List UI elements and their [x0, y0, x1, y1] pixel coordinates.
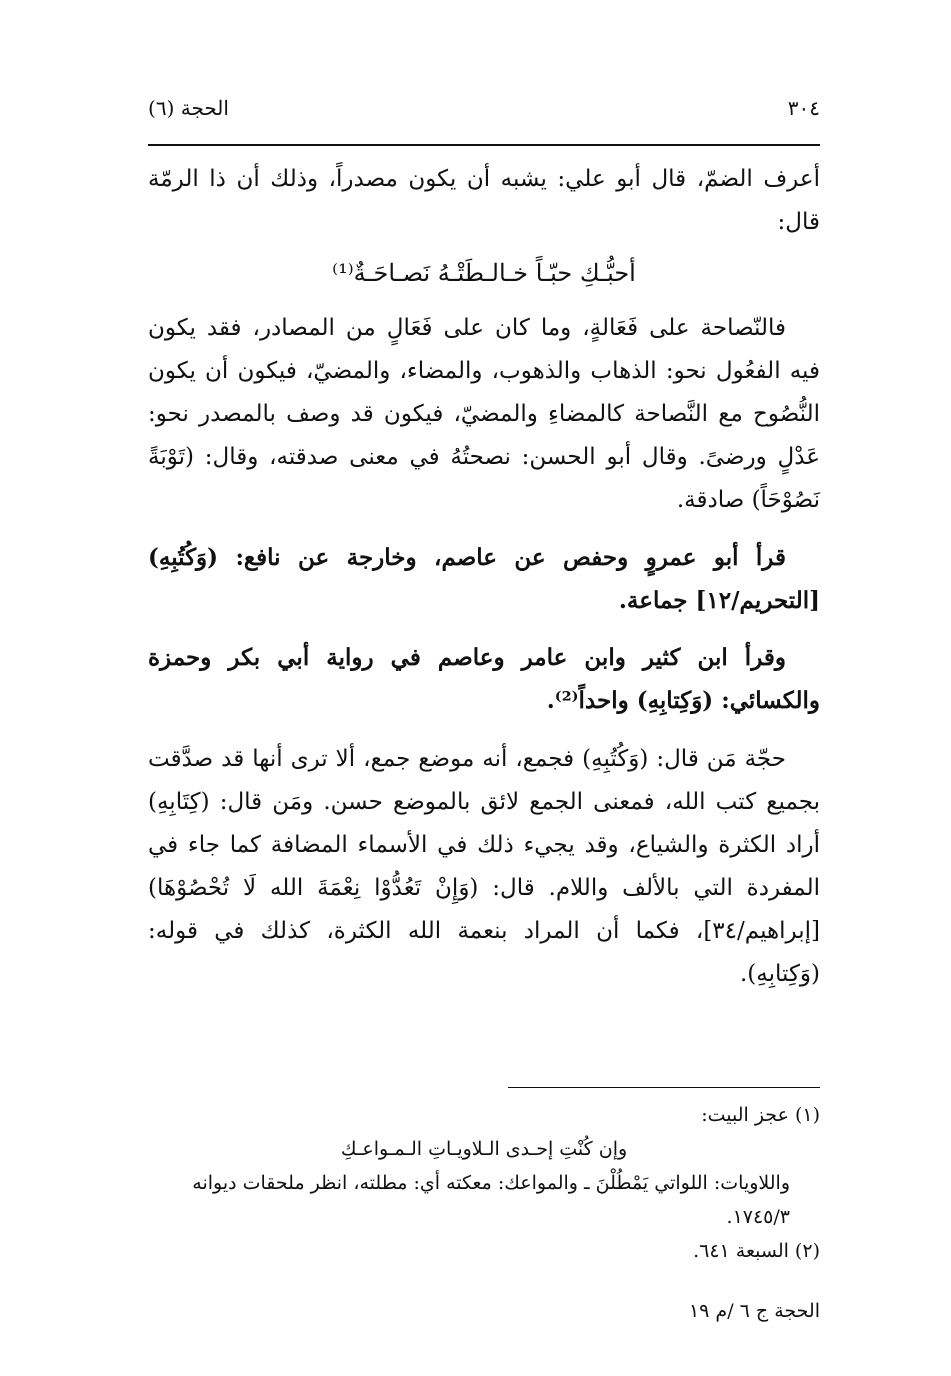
- header-rule: [148, 144, 820, 146]
- running-header: [148, 90, 820, 126]
- running-title: الحجة (٦): [148, 96, 229, 120]
- paragraph-2: فالنّصاحة على فَعَالةٍ، وما كان على فَعَالٍ من المصادر، فقد يكون فيه الفعُول نحو: الذهاب والذهوب، والمضاء، والمضيّ، فيكون أن يكون النُّصُوح مع النَّصاحة كالمضاءِ والمضيّ، فيكون قد وصف بالمصدر نحو: عَدْلٍ ورضىً. وقال أبو الحسن: نصحتُهُ في معنى صدقته، وقال: (تَوْبَةً نَصُوْحَاً) صادقة.: [148, 315, 820, 513]
- paragraph-argument: حجّة مَن قال: (وَكُتُبِهِ) فجمع، أنه موضع جمع، ألا ترى أنها قد صدَّقت بجميع كتب الله، فمعنى الجمع لائق بالموضع حسن. ومَن قال: (كِتَابِهِ) أراد الكثرة والشياع، وقد يجيء ذلك في الأسماء المضافة كما جاء في المفردة التي بالألف واللام. قال: (وَإِنْ تَعُدُّوْا نِعْمَةَ الله لَا تُحْصُوْهَا) [إبراهيم/٣٤]، فكما أن المراد بنعمة الله الكثرة، كذلك في قوله: (وَكِتابِهِ).: [148, 746, 820, 987]
- footnote-1-label: (١) عجز البيت:: [701, 1104, 820, 1126]
- footnote-1-verse: وإن كُنْتِ إحـدى الـلاويـاتِ الـمـواعـكِ: [340, 1138, 628, 1160]
- poetry-verse: أحبُّـكِ حبّـاً خـالـطَتْـهُ نَصـاحَـةٌ⁽¹⁾: [332, 259, 636, 287]
- footnote-1-text: واللاويات: اللواتي يَمْطُلْنَ ـ والمواعك: معكته أي: مطلته، انظر ملحقات ديوانه ١٧٤٥/٣.: [192, 1172, 790, 1228]
- reading-paragraph-2: وقرأ ابن كثير وابن عامر وعاصم في رواية أبي بكر وحمزة والكسائي: (وَكِتابِهِ) واحداً⁽²⁾.: [148, 644, 820, 714]
- reading-paragraph-1: قرأ أبو عمروٍ وحفص عن عاصم، وخارجة عن نافع: (وَكُتُبِهِ) [التحريم/١٢] جماعة.: [148, 544, 820, 614]
- page-number: ٣٠٤: [787, 96, 820, 120]
- printer-signature: الحجة ج ٦ /م ١٩: [688, 1300, 820, 1322]
- footnotes: [148, 1098, 820, 1268]
- footnote-rule: [508, 1087, 820, 1088]
- paragraph-1: أعرف الضمّ، قال أبو علي: يشبه أن يكون مصدراً، وذلك أن ذا الرمّة قال:: [148, 166, 820, 235]
- main-text: [148, 158, 820, 996]
- footnote-2: (٢) السبعة ٦٤١.: [693, 1240, 820, 1262]
